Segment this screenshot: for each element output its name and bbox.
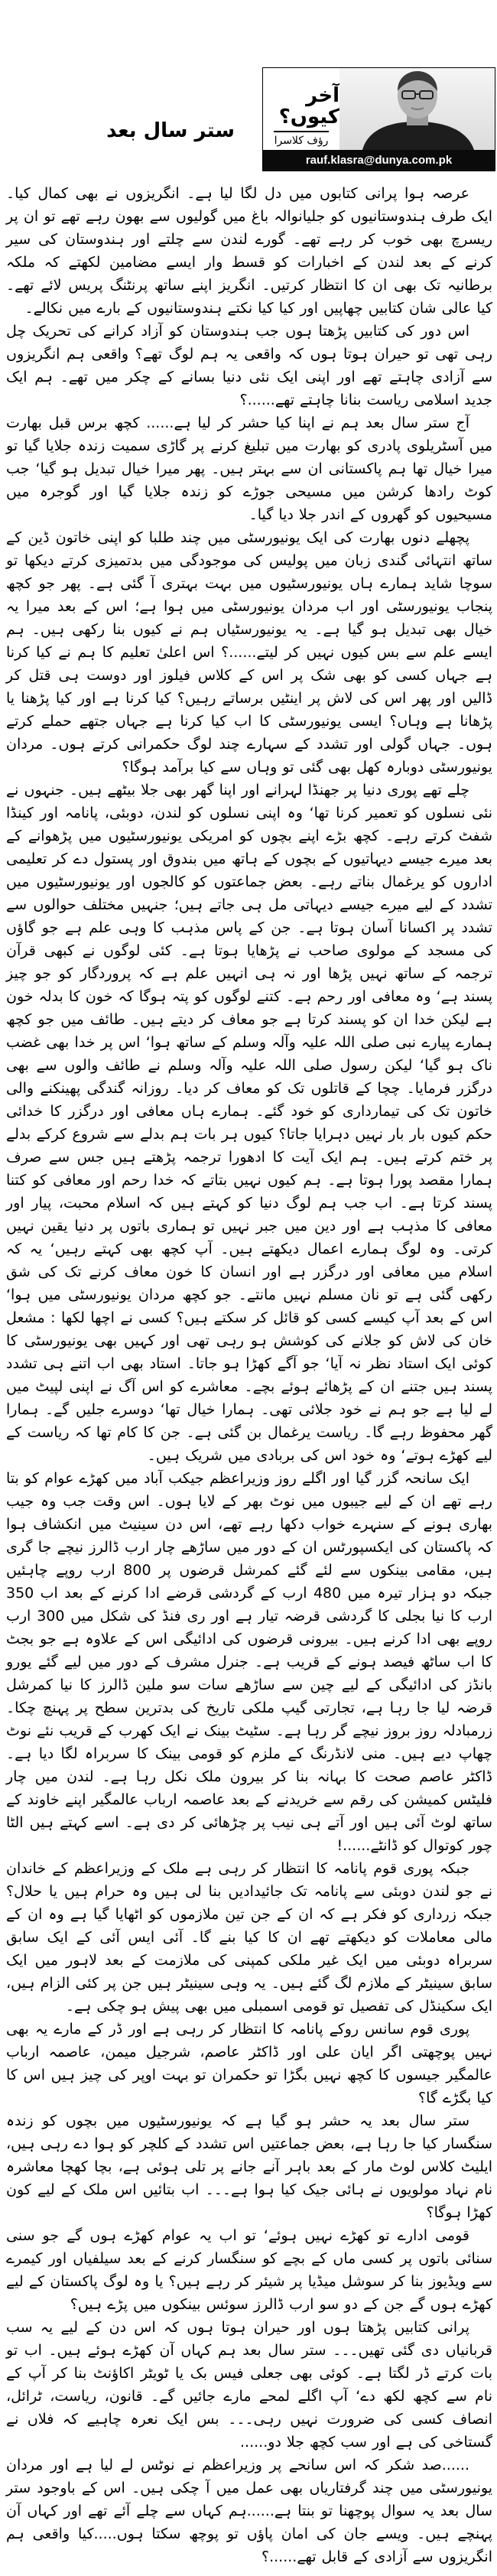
article-paragraph: پرانی کتابیں پڑھتا ہوں اور حیران ہوتا ہوں کہ اس دن کے لیے یہ سب قربانیاں دی گئی تھیں۔۔۔ ستر سال بعد ہم کہاں آن کھڑے ہوئے ہیں۔ اب تو بات کرتے ڈر لگتا ہے۔ کوئی بھی جعلی فیس بک یا ٹویٹر اکاؤنٹ بنا کر آپ کے نام سے کچھ لکھ دے‘ آپ اگلے لمحے مارے جائیں گے۔ قانون، ریاست، ٹرائل، انصاف کسی کی ضرورت نہیں رہی۔۔۔ بس ایک نعرہ چاہیے کہ فلاں نے گستاخی کی ہے اور سب کچھ جلا دو...... [6, 2319, 492, 2451]
article-paragraph: آج ستر سال بعد ہم نے اپنا کیا حشر کر لیا ہے...... کچھ برس قبل بھارت میں آسٹریلوی پادری کو بھارت میں تبلیغ کرنے پر گاڑی سمیت زندہ جلایا گیا تو میرا خیال تھا ہم پاکستانی ان سے بہتر ہیں۔ پھر میرا خیال تبدیل ہو گیا‘ جب کوٹ رادھا کرشن میں مسیحی جوڑے کو زندہ جلایا گیا اور گوجرہ میں مسیحیوں کو گھروں کے اندر جلا دیا گیا۔ [6, 415, 492, 523]
article-paragraph: جبکہ پوری قوم پانامہ کا انتظار کر رہی ہے ملک کے وزیراعظم کے خاندان نے جو لندن دوبئی سے پانامہ تک جائیدادیں بنا لی ہیں وہ حرام ہیں یا حلال؟ جبکہ زرداری کو فکر ہے کہ ان کے جن تین ملازموں کو اٹھایا گیا ہے وہ ان کے مالی معاملات کو دیکھتے تھے ان کا کیا بنے گا۔ آئی ایس آئی کے ایک سابق سربراہ دوبئی میں ایک غیر ملکی کمپنی کی ملازمت کے بعد لاہور میں ایک سابق سینیٹر کے ملازم لگ گئے ہیں۔ یہ وہی سینیٹر ہیں جن پر کئی الزام ہیں، ایک سکینڈل کی تفصیل تو قومی اسمبلی میں بھی پیش ہو چکی ہے۔ [6, 1860, 492, 2015]
article-body [0, 177, 497, 2576]
logo-area [263, 68, 339, 150]
article-title: ستر سال بعد [106, 119, 235, 142]
author-photo [339, 68, 495, 150]
article-paragraph: پوری قوم سانس روکے پانامہ کا انتظار کر رہی ہے اور ڈر کے مارے یہ بھی نہیں پوچھتی اگر ایان علی اور ڈاکٹر عاصم، شرجیل میمن، عاصمہ ارباب عالمگیر جیسوں کا کچھ نہیں بگڑا تو حکمران تو بہت اوپر کی چیز ہیں اس کا کیا بگڑے گا؟ [6, 2021, 492, 2106]
column-logo-box [262, 67, 495, 171]
logo-underline [274, 131, 329, 132]
article-paragraph: ......صد شکر کہ اس سانحے پر وزیراعظم نے نوٹس لے لیا ہے اور مردان یونیورسٹی میں چند گرفتاریاں بھی عمل میں آ چکی ہیں۔ اس کے باوجود ستر سال بعد یہ سوال پوچھنا تو بنتا ہے......ہم کہاں سے چلے آئے تھے اور کہاں آن پہنچے ہیں۔ ویسے جان کی امان پاؤں تو پوچھ سکتا ہوں.....کیا واقعی ہم انگریزوں سے آزادی کے قابل تھے......؟ [6, 2457, 492, 2565]
article-paragraph: ستر سال بعد یہ حشر ہو گیا ہے کہ یونیورسٹیوں میں بچوں کو زندہ سنگسار کیا جا رہا ہے، بعض جماعتیں اس تشدد کے کلچر کو ہوا دے رہی ہیں، ایلیٹ کلاس لوٹ مار کے بعد باہر آنے جانے پر تلی ہوئی ہے، بچا کھچا معاشرہ نام نہاد مولویوں نے ہائی جیک کیا ہوا ہے۔۔۔ اب بتائیں اس ملک کے لیے کون کھڑا ہوگا؟ [6, 2113, 492, 2221]
article-paragraph: ایک سانحہ گزر گیا اور اگلے روز وزیراعظم جیکب آباد میں کھڑے عوام کو بتا رہے تھے ان کے لیے جیبوں میں نوٹ بھر کے لایا ہوں۔ اس وقت جب وہ جیب بھاری ہونے کے سنہرے خواب دکھا رہے تھے، اس دن سینیٹ میں انکشاف ہوا کہ پاکستان کی ایکسپورٹس ان کے دور میں ساڑھے چار ارب ڈالرز نیچے جا گری ہیں، مقامی بینکوں سے لئے گئے کمرشل قرضوں پر 800 ارب روپے چاہئیں جبکہ دو ہزار تیرہ میں 480 ارب کے گردشی قرضے ادا کرنے کے بعد اب 350 ارب کا نیا بجلی کا گردشی قرضہ تیار ہے اور ری فنڈ کی شکل میں 300 ارب روپے بھی ادا کرنے ہیں۔ بیرونی قرضوں کی ادائیگی اس کے علاوہ ہے جو بجٹ کا اب ساٹھ فیصد ہونے کے قریب ہے۔ جنرل مشرف کے دور میں لیے گئے یورو بانڈز کی ادائیگی کے لیے چین سے ساڑھے سات سو ملین ڈالرز کا نیا کمرشل قرضہ لیا جا رہا ہے، تجارتی گیپ ملکی تاریخ کی بدترین سطح پر پہنچ چکا۔ زرمبادلہ روز بروز نیچے گر رہا ہے۔ سٹیٹ بینک نے ایک کھرب کے قریب نئے نوٹ چھاپ دیے ہیں۔ منی لانڈرنگ کے ملزم کو قومی بینک کا سربراہ لگا دیا ہے۔ ڈاکٹر عاصم صحت کا بہانہ بنا کر بیرون ملک نکل رہا ہے۔ لندن میں چار فلیٹس کمیشن کی رقم سے خریدنے کے بعد عاصمہ ارباب عالمگیر اپنے خاوند کے ساتھ لوٹ آئی ہیں اور آتے ہی نیب پر چڑھائی کر دی ہے۔ اسے کہتے ہیں الٹا چور کوتوال کو ڈانٹے......! [6, 1470, 493, 1854]
article-paragraph: قومی ادارے تو کھڑے نہیں ہوئے‘ تو اب یہ عوام کھڑے ہوں گے جو سنی سنائی باتوں پر کسی ماں کے بچے کو سنگسار کرنے کے بعد سیلفیاں اور کیمرے سے ویڈیوز بنا کر سوشل میڈیا پر شیئر کر رہے ہیں؟ یا وہ لوگ پاکستان کے لیے کھڑے ہوں گے جن کے دو سو ارب ڈالرز سوئس بینکوں میں پڑے ہیں؟ [6, 2227, 492, 2313]
author-email-bar: rauf.klasra@dunya.com.pk [263, 150, 495, 171]
article-paragraph: پچھلے دنوں بھارت کی ایک یونیورسٹی میں چند طلبا کو اپنی خاتون ڈین کے ساتھ انتہائی گندی زبان میں پولیس کی موجودگی میں بدتمیزی کرتے دیکھا تو سوچا شاید ہمارے ہاں یونیورسٹیوں میں بہت بہتری آ گئی ہے۔ پھر جو کچھ پنجاب یونیورسٹی اور اب مردان یونیورسٹی میں ہوا ہے؛ اس کے بعد میرا یہ خیال بھی تبدیل ہو گیا ہے۔ یہ یونیورسٹیاں ہم نے کیوں بنا رکھی ہیں۔ ہم ایسے علم سے بس کیوں نہیں کر لیتے......؟ اس اعلیٰ تعلیم کا ہم نے کیا کرنا ہے جہاں کسی کو بھی شک پر اس کے کلاس فیلوز اور دوست ہی قتل کر ڈالیں اور پھر اس کی لاش پر اینٹیں برساتے رہیں؟ کیا کرنا ہے اور کیا پڑھنا یا پڑھانا ہے وہاں؟ ایسی یونیورسٹی کا اب کیا کرنا ہے جہاں جتھے حملے کرتے ہوں۔ جہاں گولی اور تشدد کے سہارے چند لوگ حکمرانی کرتے ہوں۔ مردان یونیورسٹی دوبارہ کھل بھی گئی تو وہاں سے کیا برآمد ہوگا؟ [6, 529, 492, 776]
column-masthead [0, 0, 497, 177]
article-paragraph: اس دور کی کتابیں پڑھتا ہوں جب ہندوستان کو آزاد کرانے کی تحریک چل رہی تھی تو حیران ہوتا ہوں کہ واقعی یہ ہم لوگ تھے؟ واقعی ہم انگریزوں سے آزادی چاہتے تھے اور اپنی ایک نئی دنیا بسانے کے چکر میں تھے۔ ہم ایک جدید اسلامی ریاست بنانا چاہتے تھے......؟ [6, 323, 492, 408]
article-paragraph: چلے تھے پوری دنیا پر جھنڈا لہرانے اور اپنا گھر بھی جلا بیٹھے ہیں۔ جنہوں نے نئی نسلوں کو تعمیر کرنا تھا‘ وہ اپنی نسلوں کو لندن، دوبئی، پانامہ اور کینڈا شفٹ کرتے رہے۔ کچھ بڑے اپنے بچوں کو امریکی یونیورسٹیوں میں پڑھوانے کے بعد میرے جیسے دیہاتیوں کے بچوں کے ہاتھ میں بندوق اور پستول دے کر تعلیمی اداروں کو یرغمال بناتے رہے۔ بعض جماعتوں کو کالجوں اور یونیورسٹیوں میں تشدد کے لیے میرے جیسے دیہاتی مل ہی جاتے ہیں؛ جنہیں مختلف حوالوں سے تشدد پر اکسانا آسان ہوتا ہے۔ جن کے پاس مذہب کا وہی علم ہے جو گاؤں کی مسجد کے مولوی صاحب نے پڑھایا ہوتا ہے۔ کئی لوگوں نے کبھی قرآن ترجمہ کے ساتھ نہیں پڑھا اور نہ ہی انہیں علم ہے کہ پروردگار کو جو چیز پسند ہے‘ وہ معافی اور رحم ہے۔ کتنے لوگوں کو پتہ ہوگا کہ خون کا بدلہ خون ہے لیکن خدا ان کو پسند کرتا ہے جو معاف کر دیتے ہیں۔ طائف میں جو کچھ ہمارے پیارے نبی صلی اللہ علیہ وآلہ وسلم کے ساتھ ہوا‘ اس پر خدا بھی غضب ناک ہو گیا‘ لیکن رسول صلی اللہ علیہ وآلہ وسلم نے طائف والوں سے بھی درگزر فرمایا۔ چچا کے قاتلوں تک کو معاف کر دیا۔ روزانہ گندگی پھینکنے والی خاتون تک کی تیمارداری کو خود گئے۔ ہمارے ہاں معافی اور درگزر کا خدائی حکم کیوں بار بار نہیں دہرایا جاتا؟ کیوں ہر بات ہم بدلے سے شروع کرکے بدلے پر ختم کرتے ہیں۔ ہم ایک آیت کا ادھورا ترجمہ پڑھتے ہیں جس سے صرف ہمارا مقصد پورا ہوتا ہے۔ ہم کیوں نہیں بتاتے کہ خدا رحم اور معافی کو کتنا پسند کرتا ہے۔ اب جب ہم لوگ دنیا کو کہتے ہیں کہ اسلام محبت، پیار اور معافی کا مذہب ہے اور دین میں جبر نہیں تو ہماری باتوں پر دنیا یقین نہیں کرتی۔ وہ لوگ ہمارے اعمال دیکھتے ہیں۔ آپ کچھ بھی کہتے رہیں‘ یہ کہ اسلام میں معافی اور درگزر ہے اور انسان کا خون معاف کرنے تک کی شق رکھی گئی ہے تو نان مسلم نہیں مانتے۔ جو کچھ مردان یونیورسٹی میں ہوا‘ اس کے بعد آپ کیسے کسی کو قائل کر سکتے ہیں؟ کسی نے اچھا لکھا : مشعل خان کی لاش کو جلانے کی کوشش ہو رہی تھی اور کہیں بھی یونیورسٹی کا کوئی ایک استاد نظر نہ آیا‘ جو آگے کھڑا ہو جاتا۔ استاد بھی اب اتنے ہی تشدد پسند ہیں جتنے ان کے پڑھائے ہوئے بچے۔ معاشرے کو اس آگ نے اپنی لپیٹ میں لے لیا ہے جو ہم نے خود جلائی تھی۔ ہمارا خیال تھا‘ دوسرے جلیں گے۔ ہمارا گھر محفوظ رہے گا۔ ریاست یرغمال بن گئی ہے۔ جن کا کام تھا کہ ریاست کے لیے کھڑے ہوتے‘ وہ خود اس کی بربادی میں شریک ہیں۔ [6, 782, 492, 1464]
column-logo-text: آخر کیوں؟ [278, 83, 339, 129]
author-portrait-illustration [339, 68, 495, 150]
article-paragraph: عرصہ ہوا پرانی کتابوں میں دل لگا لیا ہے۔ انگریزوں نے بھی کمال کیا۔ ایک طرف ہندوستانیوں کو جلیانوالہ باغ میں گولیوں سے بھون رہے تھے تو ان پر ریسرچ بھی خوب کر رہے تھے۔ گورے لندن سے چلتے اور ہندوستان کی سیر کرنے کے بعد لندن کے اخبارات کو قسط وار ایسے مضامین لکھتے کہ ملکہ برطانیہ تک بھی ان کا انتظار کرتیں۔ انگریز اپنے ساتھ پرنٹنگ پریس لائے تھے۔ کیا عالی شان کتابیں چھاپیں اور کیا کیا نکتے ہندوستانیوں کے بارے میں نکالے۔ [6, 185, 492, 317]
author-name: رؤف کلاسرا [274, 135, 329, 147]
